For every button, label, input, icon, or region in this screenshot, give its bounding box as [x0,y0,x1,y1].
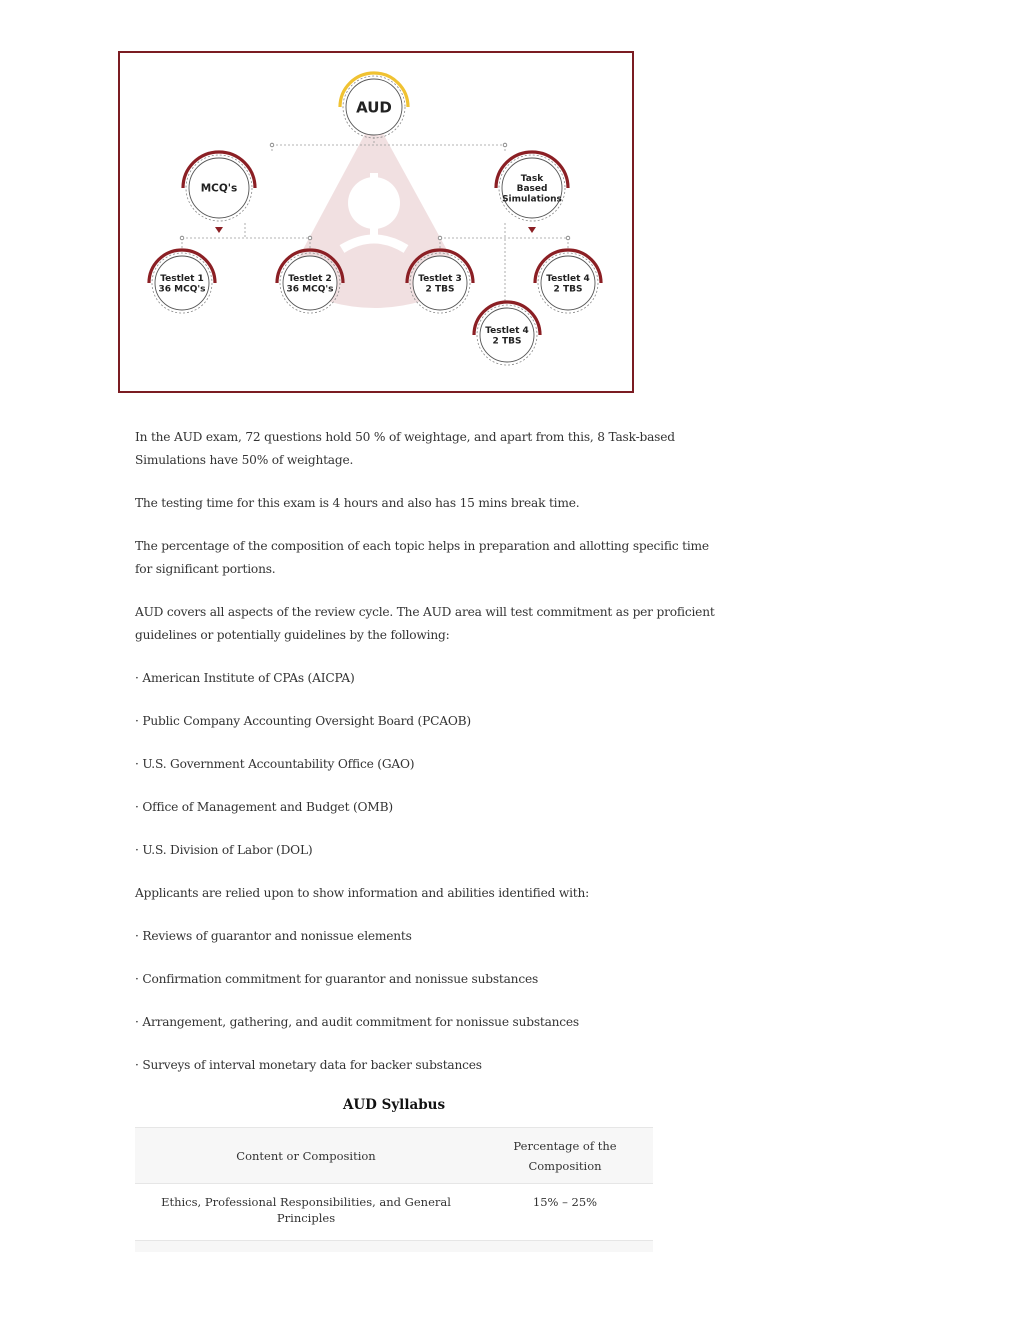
paragraph-line: · Confirmation commitment for guarantor and nonissue substances [135,972,539,986]
paragraph-line: · Public Company Accounting Oversight Board (PCAOB) [135,714,471,728]
node-label: Testlet 4 [546,273,590,284]
node-testlet [277,250,343,313]
header-percentage [477,1128,653,1184]
syllabus-title: AUD Syllabus [342,1097,446,1113]
aud-structure-diagram [118,51,634,393]
paragraph [135,426,675,472]
table-header-row [135,1128,653,1184]
node-label: AUD [356,98,392,117]
node-testlet [149,250,215,313]
paragraph [135,1011,653,1034]
table-row-partial [135,1241,653,1253]
node-label: Testlet 1 [160,273,204,284]
paragraph-line: · Arrangement, gathering, and audit commitment for nonissue substances [135,1015,579,1029]
header-percentage-line: Composition [528,1158,602,1173]
paragraph [135,1054,653,1077]
node-label: Testlet 4 [485,325,529,336]
header-content: Content or Composition [135,1128,477,1184]
node-label: Testlet 3 [418,273,462,284]
paragraph [135,753,653,776]
paragraph-line: AUD covers all aspects of the review cycle. The AUD area will test commitment as per proficient [135,605,715,619]
paragraph-line: Applicants are relied upon to show information and abilities identified with: [135,886,590,900]
node-label: Simulations [502,194,562,205]
node-mcqs [183,152,255,221]
paragraph-line: Simulations have 50% of weightage. [135,453,354,467]
node-testlet [407,250,473,313]
node-task-simulations [496,152,568,221]
paragraph-line: for significant portions. [135,562,276,576]
paragraph [135,710,653,733]
paragraph [135,492,653,515]
node-testlet [474,302,540,365]
paragraph-line: guidelines or potentially guidelines by the following: [135,628,450,642]
paragraph [135,535,709,581]
paragraph [135,839,653,862]
syllabus-table [135,1127,653,1252]
node-label: Testlet 2 [288,273,332,284]
paragraph [135,882,653,905]
node-label: Task [520,173,544,184]
paragraph-line: · American Institute of CPAs (AICPA) [135,671,355,685]
node-root [340,73,408,138]
article-body [135,426,715,1077]
node-label: 36 MCQ's [286,284,334,295]
paragraph-line: · U.S. Division of Labor (DOL) [135,843,313,857]
paragraph-line: · Reviews of guarantor and nonissue elements [135,929,412,943]
table-cell-topic: Ethics, Professional Responsibilities, and General Principles [135,1184,477,1241]
paragraph-line: The percentage of the composition of each topic helps in preparation and allotting specific time [135,539,709,553]
paragraph-line: In the AUD exam, 72 questions hold 50 % of weightage, and apart from this, 8 Task-based [135,430,675,444]
node-label: MCQ's [200,182,238,195]
node-label: 2 TBS [492,336,522,347]
paragraph [135,796,653,819]
paragraph [135,968,653,991]
paragraph-line: · Office of Management and Budget (OMB) [135,800,393,814]
node-label: 36 MCQ's [158,284,206,295]
node-testlet [535,250,601,313]
paragraph [135,667,653,690]
paragraph-line: The testing time for this exam is 4 hours and also has 15 mins break time. [135,496,580,510]
table-cell-percentage: 15% – 25% [477,1184,653,1241]
table-row [135,1184,653,1241]
header-percentage-line: Percentage of the [513,1138,617,1153]
paragraph-line: · Surveys of interval monetary data for backer substances [135,1058,482,1072]
node-label: Based [516,184,548,195]
paragraph [135,925,653,948]
node-label: 2 TBS [425,284,455,295]
node-label: 2 TBS [553,284,583,295]
diagram-canvas [120,53,632,391]
paragraph-line: · U.S. Government Accountability Office (GAO) [135,757,415,771]
paragraph [135,601,715,647]
